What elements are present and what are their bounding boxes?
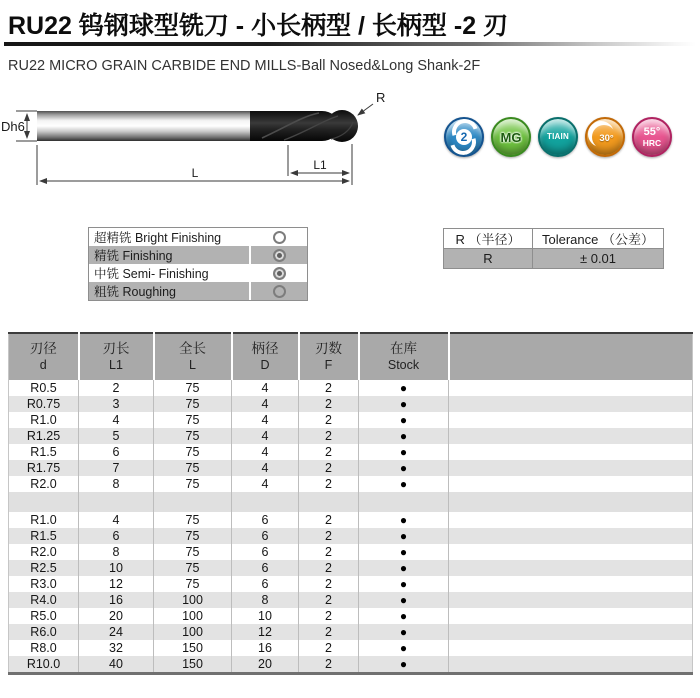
tolerance-value-cell: ± 0.01 bbox=[533, 249, 664, 269]
badge-micro-grain bbox=[491, 117, 531, 157]
spec-cell: 12 bbox=[79, 576, 154, 592]
badge-sublabel: HRC bbox=[642, 137, 662, 148]
spec-header-cn: 刃径 bbox=[29, 341, 57, 357]
dim-label-radius: R bbox=[376, 90, 386, 105]
spec-cell: R2.0 bbox=[30, 476, 57, 491]
spec-cell: R0.75 bbox=[26, 396, 61, 411]
stock-dot-icon: ● bbox=[399, 560, 408, 575]
spec-cell: 16 bbox=[79, 592, 154, 608]
spec-cell: 100 bbox=[154, 592, 232, 608]
spec-header-en: Stock bbox=[387, 357, 420, 372]
stock-cell bbox=[359, 476, 449, 492]
spec-empty-cell bbox=[449, 412, 693, 428]
spec-cell: 10 bbox=[79, 560, 154, 576]
spec-cell: 4 bbox=[232, 396, 299, 412]
spec-cell: 2 bbox=[299, 624, 359, 640]
selected-marker-icon bbox=[273, 249, 286, 262]
stock-cell bbox=[359, 560, 449, 576]
spec-cell: 75 bbox=[154, 544, 232, 560]
stock-dot-icon: ● bbox=[399, 444, 408, 459]
spec-cell: 75 bbox=[154, 380, 232, 396]
stock-dot-icon: ● bbox=[399, 624, 408, 639]
stock-dot-icon: ● bbox=[399, 544, 408, 559]
spec-cell: 150 bbox=[154, 656, 232, 674]
spec-cell: R5.0 bbox=[30, 608, 57, 623]
spec-cell: 2 bbox=[299, 444, 359, 460]
spec-cell: 2 bbox=[299, 576, 359, 592]
spec-cell: 5 bbox=[79, 428, 154, 444]
spec-header-row bbox=[9, 333, 693, 380]
page-subtitle: RU22 MICRO GRAIN CARBIDE END MILLS-Ball Nosed&Long Shank-2F bbox=[8, 58, 481, 74]
stock-cell bbox=[359, 396, 449, 412]
spec-header-en: L1 bbox=[109, 357, 123, 372]
spec-cell: 6 bbox=[232, 512, 299, 528]
spec-cell: 2 bbox=[299, 560, 359, 576]
badge-helix-angle-30 bbox=[585, 117, 625, 157]
spec-cell: 6 bbox=[232, 528, 299, 544]
spec-cell: 4 bbox=[79, 412, 154, 428]
spec-table-body bbox=[9, 380, 693, 674]
spec-header-cn: 全长 bbox=[179, 341, 206, 357]
spec-cell: 6 bbox=[232, 576, 299, 592]
spec-empty-cell bbox=[449, 380, 693, 396]
spec-cell: R6.0 bbox=[30, 624, 57, 639]
stock-dot-icon: ● bbox=[399, 396, 408, 411]
spec-row bbox=[9, 428, 693, 444]
spec-cell: 20 bbox=[79, 608, 154, 624]
spec-header-cell bbox=[359, 333, 449, 380]
spec-header-cell bbox=[9, 333, 79, 380]
tolerance-row bbox=[444, 249, 664, 269]
spec-cell: 75 bbox=[154, 576, 232, 592]
stock-cell bbox=[359, 444, 449, 460]
tool-shank bbox=[37, 111, 253, 141]
spec-cell: 8 bbox=[79, 544, 154, 560]
spec-cell: R1.0 bbox=[30, 512, 57, 527]
spec-cell: 4 bbox=[232, 476, 299, 492]
stock-dot-icon: ● bbox=[399, 428, 408, 443]
spec-row bbox=[9, 380, 693, 396]
spec-cell: R10.0 bbox=[26, 656, 61, 671]
spec-cell: 100 bbox=[154, 608, 232, 624]
selected-marker-icon bbox=[273, 267, 286, 280]
stock-dot-icon: ● bbox=[399, 528, 408, 543]
spec-row bbox=[9, 396, 693, 412]
stock-cell bbox=[359, 592, 449, 608]
stock-dot-icon: ● bbox=[399, 476, 408, 491]
spec-empty-cell bbox=[449, 656, 693, 674]
stock-cell bbox=[359, 576, 449, 592]
spec-row bbox=[9, 656, 693, 674]
spec-empty-cell bbox=[449, 428, 693, 444]
spec-cell: 7 bbox=[79, 460, 154, 476]
spec-cell: 4 bbox=[232, 444, 299, 460]
spec-cell: 2 bbox=[299, 544, 359, 560]
spec-row bbox=[9, 592, 693, 608]
spec-cell: 75 bbox=[154, 528, 232, 544]
spec-cell: 75 bbox=[154, 460, 232, 476]
spec-cell: 2 bbox=[299, 396, 359, 412]
spec-header-en: D bbox=[260, 357, 270, 372]
dim-label-flute-length: L1 bbox=[313, 158, 327, 172]
spec-empty-cell bbox=[449, 528, 693, 544]
spec-header-cell bbox=[299, 333, 359, 380]
spec-empty-cell bbox=[449, 592, 693, 608]
spec-cell: 2 bbox=[299, 592, 359, 608]
stock-cell bbox=[359, 528, 449, 544]
unselected-marker-icon bbox=[273, 285, 286, 298]
spec-cell: 2 bbox=[299, 380, 359, 396]
spec-row bbox=[9, 444, 693, 460]
finishing-label: 超精铣 Bright Finishing bbox=[94, 231, 222, 245]
finishing-table bbox=[88, 227, 308, 301]
spec-cell: 100 bbox=[154, 624, 232, 640]
spec-separator-cell bbox=[299, 492, 359, 512]
spec-cell: 75 bbox=[154, 396, 232, 412]
spec-cell: 4 bbox=[232, 460, 299, 476]
stock-cell bbox=[359, 544, 449, 560]
spec-empty-cell bbox=[449, 560, 693, 576]
spec-empty-cell bbox=[449, 512, 693, 528]
spec-separator-cell bbox=[154, 492, 232, 512]
spec-cell: 2 bbox=[299, 656, 359, 674]
page-title: RU22 钨钢球型铣刀 - 小长柄型 / 长柄型 -2 刃 bbox=[8, 12, 509, 40]
stock-cell bbox=[359, 428, 449, 444]
spec-header-cell bbox=[79, 333, 154, 380]
spec-row bbox=[9, 608, 693, 624]
spec-cell: 4 bbox=[232, 428, 299, 444]
spec-cell: 2 bbox=[299, 476, 359, 492]
spec-header-en: L bbox=[189, 357, 196, 372]
spec-cell: R3.0 bbox=[30, 576, 57, 591]
spec-cell: 75 bbox=[154, 428, 232, 444]
spec-cell: 2 bbox=[299, 428, 359, 444]
stock-dot-icon: ● bbox=[399, 512, 408, 527]
spec-row bbox=[9, 476, 693, 492]
spec-cell: 2 bbox=[79, 380, 154, 396]
spec-header-cn: 刃长 bbox=[102, 341, 130, 357]
spec-cell: 2 bbox=[299, 460, 359, 476]
spec-cell: 75 bbox=[154, 412, 232, 428]
spec-cell: 8 bbox=[79, 476, 154, 492]
dim-label-diameter: Dh6 bbox=[1, 119, 25, 134]
tolerance-table-head bbox=[444, 229, 664, 249]
spec-header-en: d bbox=[39, 357, 47, 372]
title-rule bbox=[4, 42, 696, 46]
finishing-row bbox=[89, 228, 307, 246]
finishing-row bbox=[89, 264, 307, 282]
spec-empty-cell bbox=[449, 396, 693, 412]
spec-cell: 16 bbox=[232, 640, 299, 656]
spec-row bbox=[9, 460, 693, 476]
badge-label: 30° bbox=[599, 132, 614, 144]
spec-empty-cell bbox=[449, 624, 693, 640]
badge-tialn-coating bbox=[538, 117, 578, 157]
stock-dot-icon: ● bbox=[399, 656, 408, 671]
tolerance-header-cell: Tolerance （公差） bbox=[533, 229, 664, 249]
spec-cell: R1.0 bbox=[30, 412, 57, 427]
finishing-table-body bbox=[89, 228, 307, 300]
spec-cell: R4.0 bbox=[30, 592, 57, 607]
spec-empty-cell bbox=[449, 476, 693, 492]
spec-cell: R2.5 bbox=[30, 560, 57, 575]
spec-cell: 75 bbox=[154, 444, 232, 460]
stock-cell bbox=[359, 640, 449, 656]
spec-row bbox=[9, 412, 693, 428]
spec-cell: 2 bbox=[299, 412, 359, 428]
spec-empty-cell bbox=[449, 544, 693, 560]
spec-cell: 4 bbox=[232, 380, 299, 396]
finishing-label: 精铣 Finishing bbox=[94, 249, 173, 263]
spec-separator-cell bbox=[359, 492, 449, 512]
tool-diagram bbox=[0, 88, 440, 208]
spec-cell: 4 bbox=[232, 412, 299, 428]
spec-cell: 6 bbox=[79, 444, 154, 460]
spec-cell: 10 bbox=[232, 608, 299, 624]
badge-label: 55° bbox=[643, 125, 661, 138]
spec-cell: R0.5 bbox=[30, 380, 57, 395]
spec-header-empty bbox=[449, 333, 693, 380]
badge-label: MG bbox=[500, 129, 522, 145]
spec-cell: 3 bbox=[79, 396, 154, 412]
finishing-row bbox=[89, 246, 307, 264]
tolerance-header-cell: R （半径） bbox=[444, 229, 533, 249]
spec-row bbox=[9, 560, 693, 576]
badge-hardness-55hrc bbox=[632, 117, 672, 157]
stock-cell bbox=[359, 412, 449, 428]
spec-cell: R8.0 bbox=[30, 640, 57, 655]
spec-header-cell bbox=[232, 333, 299, 380]
stock-cell bbox=[359, 380, 449, 396]
spec-row bbox=[9, 624, 693, 640]
spec-empty-cell bbox=[449, 640, 693, 656]
spec-empty-cell bbox=[449, 608, 693, 624]
spec-cell: 75 bbox=[154, 476, 232, 492]
spec-cell: 6 bbox=[232, 560, 299, 576]
spec-header-cn: 刃数 bbox=[315, 341, 342, 357]
spec-cell: 2 bbox=[299, 608, 359, 624]
stock-dot-icon: ● bbox=[399, 640, 408, 655]
finishing-marker-cell bbox=[249, 246, 307, 264]
spec-separator-row bbox=[9, 492, 693, 512]
spec-cell: R1.5 bbox=[30, 444, 57, 459]
spec-cell: 2 bbox=[299, 512, 359, 528]
spec-table bbox=[8, 332, 693, 675]
spec-empty-cell bbox=[449, 460, 693, 476]
spec-cell: 6 bbox=[79, 528, 154, 544]
tolerance-table-body bbox=[444, 249, 664, 269]
stock-dot-icon: ● bbox=[399, 460, 408, 475]
spec-header-cn: 在库 bbox=[390, 341, 417, 357]
badge-flutes-2 bbox=[444, 117, 484, 157]
finishing-marker-cell bbox=[249, 228, 307, 246]
spec-empty-cell bbox=[449, 444, 693, 460]
spec-cell: 24 bbox=[79, 624, 154, 640]
spec-header-cn: 柄径 bbox=[251, 341, 279, 357]
spec-separator-cell bbox=[449, 492, 693, 512]
stock-dot-icon: ● bbox=[399, 592, 408, 607]
tolerance-header-row bbox=[444, 229, 664, 249]
badge-label: 2 bbox=[456, 129, 472, 145]
unselected-marker-icon bbox=[273, 231, 286, 244]
stock-dot-icon: ● bbox=[399, 576, 408, 591]
spec-table-head bbox=[9, 333, 693, 380]
spec-cell: 6 bbox=[232, 544, 299, 560]
spec-cell: 2 bbox=[299, 640, 359, 656]
finishing-marker-cell bbox=[249, 264, 307, 282]
spec-header-en: F bbox=[324, 357, 333, 372]
spec-cell: 12 bbox=[232, 624, 299, 640]
spec-row bbox=[9, 544, 693, 560]
finishing-label: 粗铣 Roughing bbox=[94, 285, 176, 299]
spec-empty-cell bbox=[449, 576, 693, 592]
spec-cell: R2.0 bbox=[30, 544, 57, 559]
spec-row bbox=[9, 640, 693, 656]
spec-row bbox=[9, 528, 693, 544]
stock-cell bbox=[359, 656, 449, 674]
spec-cell: R1.5 bbox=[30, 528, 57, 543]
spec-cell: 75 bbox=[154, 560, 232, 576]
spec-cell: 8 bbox=[232, 592, 299, 608]
spec-separator-cell bbox=[9, 492, 79, 512]
spec-separator-cell bbox=[232, 492, 299, 512]
spec-cell: 2 bbox=[299, 528, 359, 544]
stock-dot-icon: ● bbox=[399, 380, 408, 395]
spec-cell: 20 bbox=[232, 656, 299, 674]
spec-row bbox=[9, 576, 693, 592]
spec-cell: 4 bbox=[79, 512, 154, 528]
finishing-label: 中铣 Semi- Finishing bbox=[94, 267, 209, 281]
tolerance-table bbox=[443, 228, 664, 269]
spec-cell: 40 bbox=[79, 656, 154, 674]
spec-separator-cell bbox=[79, 492, 154, 512]
tool-ball-nose bbox=[326, 110, 358, 142]
tolerance-value-cell: R bbox=[444, 249, 533, 269]
spec-cell: R1.25 bbox=[26, 428, 61, 443]
stock-dot-icon: ● bbox=[399, 412, 408, 427]
badge-label: TIAIN bbox=[547, 132, 569, 141]
finishing-marker-cell bbox=[249, 282, 307, 300]
finishing-row bbox=[89, 282, 307, 300]
spec-cell: R1.75 bbox=[26, 460, 61, 475]
spec-row bbox=[9, 512, 693, 528]
spec-cell: 32 bbox=[79, 640, 154, 656]
stock-cell bbox=[359, 624, 449, 640]
spec-cell: 150 bbox=[154, 640, 232, 656]
stock-cell bbox=[359, 460, 449, 476]
stock-cell bbox=[359, 608, 449, 624]
stock-dot-icon: ● bbox=[399, 608, 408, 623]
spec-cell: 75 bbox=[154, 512, 232, 528]
dim-label-overall-length: L bbox=[191, 166, 199, 180]
spec-header-cell bbox=[154, 333, 232, 380]
stock-cell bbox=[359, 512, 449, 528]
